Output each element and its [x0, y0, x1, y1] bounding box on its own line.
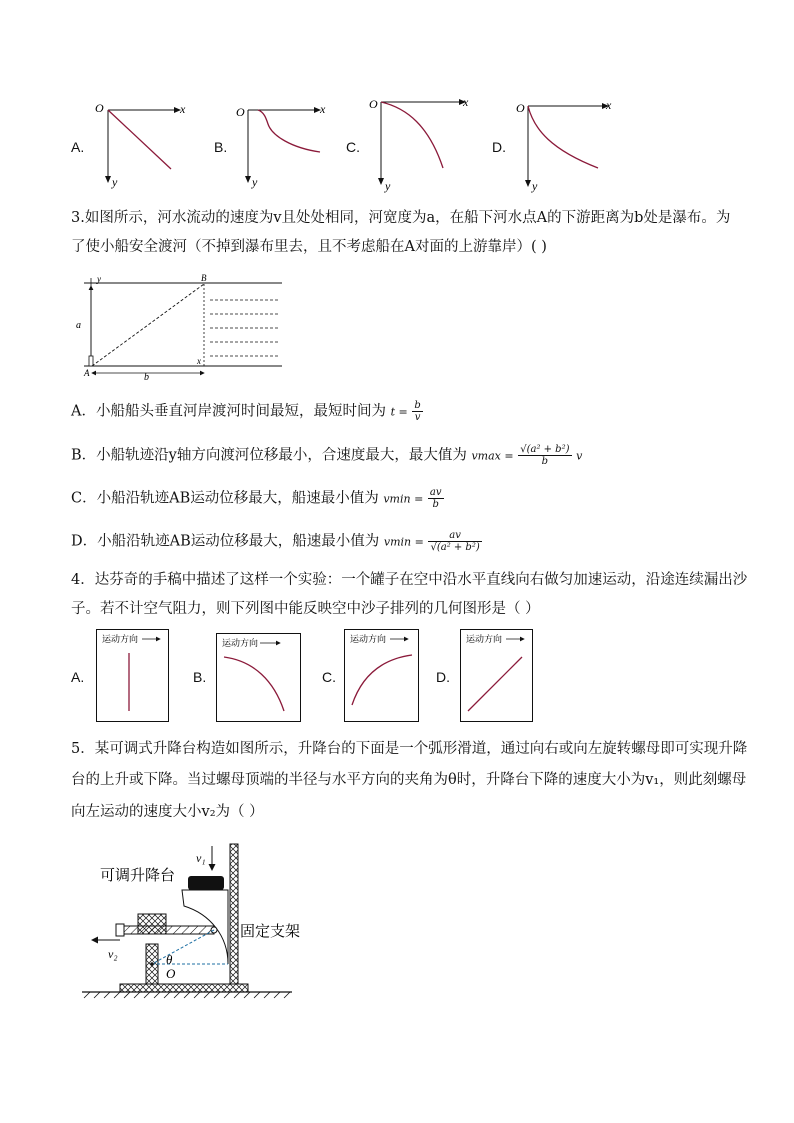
- waterfall-lines: [210, 300, 280, 356]
- fraction-numerator: √(a² + b²): [520, 444, 570, 455]
- q3-river-figure: [70, 270, 290, 382]
- support-label: 固定支架: [240, 924, 301, 940]
- y-label: y: [112, 175, 118, 189]
- center-point: [150, 962, 154, 966]
- screw-head: [116, 924, 124, 936]
- q2-option-b-label: B.: [214, 139, 228, 155]
- q3-option-d-lhs: vmin =: [383, 535, 424, 549]
- y-label: y: [252, 175, 258, 189]
- origin-label: O: [369, 97, 378, 111]
- q4-stem-line-2: 子。若不计空气阻力，则下列图中能反映空中沙子排列的几何图形是（ ）: [71, 601, 540, 617]
- q3-option-b-text: B．小船轨迹沿y轴方向渡河位移最小，合速度最大，最大值为: [71, 447, 467, 464]
- q3-option-b-tail: v: [576, 449, 583, 463]
- q3-stem-line-1: 3.如图所示，河水流动的速度为v且处处相同，河宽度为a，在船下河水点A的下游距离为b处是瀑布。为: [71, 210, 731, 226]
- platform-block: [188, 876, 224, 890]
- label-y: y: [97, 274, 101, 284]
- q4-box-a: [96, 629, 170, 723]
- x-label: x: [320, 102, 326, 116]
- boat: [89, 356, 93, 366]
- path-ab: [92, 284, 204, 366]
- fraction-denominator: b: [432, 499, 439, 510]
- v1-label: v₁: [196, 851, 206, 865]
- q2-graph-a: [88, 98, 198, 193]
- label-A: A: [84, 368, 90, 378]
- platform-label: 可调升降台: [100, 868, 176, 884]
- label-B: B: [201, 273, 207, 283]
- theta-label: θ: [166, 952, 173, 967]
- q2-option-c-label: C.: [346, 139, 360, 155]
- q4-box-b: [216, 633, 302, 723]
- q3-option-c[interactable]: [71, 487, 444, 510]
- screw-rod: [124, 926, 214, 934]
- origin-label: O: [236, 105, 245, 119]
- y-label: y: [385, 179, 391, 193]
- q3-option-c-lhs: vmin =: [383, 492, 424, 506]
- q5-stem-line-3: 向左运动的速度大小v₂为（ ）: [71, 804, 264, 820]
- curve: [258, 110, 320, 152]
- v2-label: v₂: [108, 947, 118, 961]
- fraction-numerator: av: [428, 530, 481, 542]
- q3-option-b-fraction: [518, 444, 571, 467]
- radius-line: [152, 930, 214, 964]
- q3-option-d-fraction: [428, 530, 481, 553]
- q2-graph-d: [512, 94, 622, 194]
- q2-graph-c: [367, 92, 477, 194]
- label-x: x: [197, 356, 201, 366]
- q2-option-a-label: A.: [71, 139, 85, 155]
- x-label: x: [463, 95, 469, 109]
- q3-option-d-text: D．小船沿轨迹AB运动位移最大，船速最小值为: [71, 533, 380, 550]
- fraction-denominator: √(a² + b²): [430, 542, 480, 553]
- direction-label: 运动方向: [222, 638, 259, 648]
- origin-label: O: [166, 966, 176, 981]
- fraction-denominator: v: [414, 412, 421, 423]
- fixed-support: [230, 844, 238, 984]
- base-plate: [120, 984, 248, 992]
- q4-option-b-label: B.: [193, 669, 207, 685]
- q2-graph-b: [232, 98, 342, 193]
- ground-hatch: [84, 992, 290, 998]
- q3-option-b-lhs: vmax =: [471, 449, 514, 463]
- q3-stem-line-2: 了使小船安全渡河（不掉到瀑布里去，且不考虑船在A对面的上游靠岸）( ): [71, 239, 547, 255]
- q3-option-a-fraction: [412, 400, 422, 423]
- origin-label: O: [516, 101, 525, 115]
- q4-option-a-label: A.: [71, 669, 85, 685]
- q3-option-d[interactable]: [71, 530, 482, 553]
- q4-stem-line-1: 4．达芬奇的手稿中描述了这样一个实验：一个罐子在空中沿水平直线向右做匀加速运动，沿途连续漏出沙: [71, 572, 748, 588]
- fraction-numerator: av: [429, 487, 442, 498]
- q3-option-c-fraction: [428, 487, 444, 510]
- q5-stem-line-2: 台的上升或下降。当过螺母顶端的半径与水平方向的夹角为θ时，升降台下降的速度大小为v₁，则此刻螺母: [71, 772, 747, 788]
- q4-option-c-label: C.: [322, 669, 336, 685]
- q4-option-d-label: D.: [436, 669, 450, 685]
- direction-label: 运动方向: [466, 634, 503, 644]
- fraction-denominator: b: [541, 456, 549, 467]
- q3-option-a[interactable]: [71, 400, 423, 423]
- curve: [381, 102, 443, 168]
- q3-option-c-text: C．小船沿轨迹AB运动位移最大，船速最小值为: [71, 490, 379, 507]
- q5-stem-line-1: 5．某可调式升降台构造如图所示，升降台的下面是一个弧形滑道，通过向右或向左旋转螺母即可实现升降: [71, 741, 748, 757]
- q4-box-d: [460, 629, 534, 723]
- curve: [528, 106, 598, 168]
- label-b: b: [144, 372, 149, 382]
- q5-lift-figure: [80, 840, 310, 1000]
- origin-label: O: [95, 101, 104, 115]
- q3-option-a-text: A．小船船头垂直河岸渡河时间最短，最短时间为: [71, 403, 386, 420]
- q3-option-b[interactable]: [71, 444, 582, 467]
- direction-label: 运动方向: [102, 634, 139, 644]
- q2-option-d-label: D.: [492, 139, 506, 155]
- x-label: x: [180, 102, 186, 116]
- curve: [108, 110, 171, 169]
- q3-option-a-lhs: t =: [390, 405, 408, 419]
- fraction-numerator: b: [414, 400, 421, 411]
- q4-box-c: [344, 629, 420, 723]
- direction-label: 运动方向: [350, 634, 387, 644]
- label-a: a: [76, 320, 81, 331]
- x-label: x: [606, 98, 612, 112]
- y-label: y: [532, 179, 538, 193]
